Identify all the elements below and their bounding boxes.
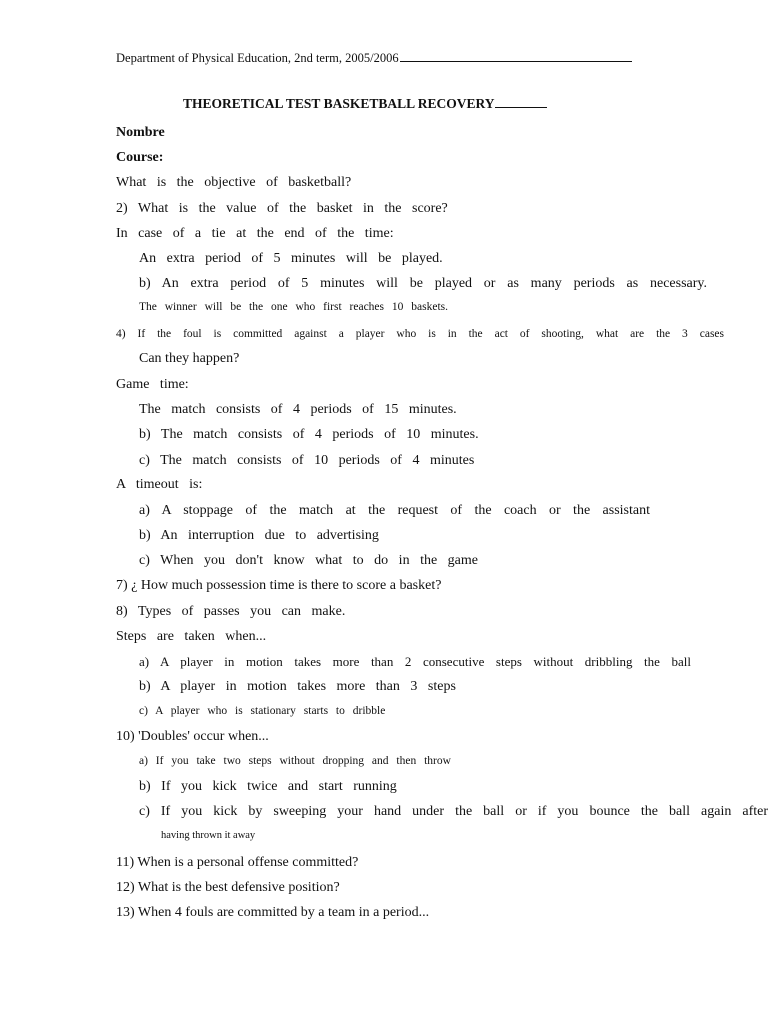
document-title — [183, 96, 547, 112]
course-field-label: Course: — [116, 150, 164, 165]
question-4-continued: Can they happen? — [139, 351, 240, 366]
option-9b: b) A player in motion takes more than 3 steps — [139, 679, 456, 694]
option-10a: a) If you take two steps without dropping and then throw — [139, 755, 451, 767]
question-11: 11) When is a personal offense committed? — [116, 855, 359, 870]
question-1: What is the objective of basketball? — [116, 175, 352, 190]
header-text: Department of Physical Education, 2nd term, 2005/2006 — [116, 51, 399, 65]
question-10: 10) 'Doubles' occur when... — [116, 729, 269, 744]
question-6: A timeout is: — [116, 477, 203, 492]
option-9a: a) A player in motion takes more than 2 consecutive steps without dribbling the ball — [139, 654, 691, 669]
option-9c: c) A player who is stationary starts to dribble — [139, 705, 386, 717]
option-3a: An extra period of 5 minutes will be played. — [139, 251, 443, 266]
option-5c: c) The match consists of 10 periods of 4 minutes — [139, 453, 475, 468]
option-6b: b) An interruption due to advertising — [139, 528, 379, 543]
title-text: THEORETICAL TEST BASKETBALL RECOVERY — [183, 96, 495, 111]
option-5a: The match consists of 4 periods of 15 minutes. — [139, 402, 457, 417]
question-7: 7) ¿ How much possession time is there to score a basket? — [116, 578, 442, 593]
title-underline — [495, 96, 547, 108]
question-3: In case of a tie at the end of the time: — [116, 226, 394, 241]
option-3b: b) An extra period of 5 minutes will be played or as many periods as necessary. — [139, 276, 707, 291]
option-5b: b) The match consists of 4 periods of 10 minutes. — [139, 427, 479, 442]
header-underline — [400, 50, 632, 62]
name-field-label: Nombre — [116, 125, 165, 140]
question-5: Game time: — [116, 377, 189, 392]
option-10c: c) If you kick by sweeping your hand under the ball or if you bounce the ball again after — [139, 804, 768, 819]
option-6a: a) A stoppage of the match at the request of the coach or the assistant — [139, 503, 650, 518]
question-12: 12) What is the best defensive position? — [116, 880, 340, 895]
question-8: 8) Types of passes you can make. — [116, 604, 346, 619]
option-10c-continued: having thrown it away — [161, 830, 256, 841]
question-4: 4) If the foul is committed against a player who is in the act of shooting, what are the 3 cases — [116, 328, 724, 340]
question-13: 13) When 4 fouls are committed by a team in a period... — [116, 905, 430, 920]
option-6c: c) When you don't know what to do in the game — [139, 553, 478, 568]
question-2: 2) What is the value of the basket in the score? — [116, 201, 448, 216]
option-3c: The winner will be the one who first reaches 10 baskets. — [139, 301, 448, 313]
document-header — [116, 50, 632, 66]
question-9: Steps are taken when... — [116, 629, 267, 644]
option-10b: b) If you kick twice and start running — [139, 779, 397, 794]
